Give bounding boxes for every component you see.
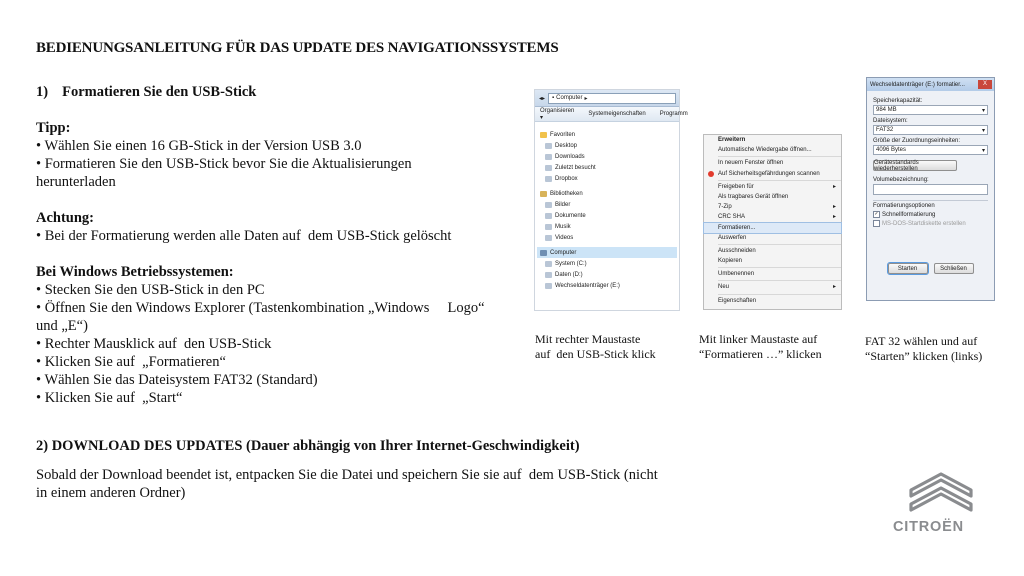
capacity-value: 984 MB [876, 107, 897, 113]
folder-icon [540, 191, 547, 197]
nav-group-label: Bibliotheken [550, 190, 583, 197]
chevron-down-icon: ▾ [981, 127, 985, 134]
section2-line: in einem anderen Ordner) [36, 485, 186, 501]
windows-label: Bei Windows Betriebssystemen: [36, 264, 234, 280]
context-menu-item [704, 169, 841, 179]
checkmark-icon: ✓ [874, 211, 879, 217]
context-menu-item [704, 212, 841, 222]
item-icon [545, 176, 552, 182]
menu-separator [718, 156, 841, 157]
nav-group-header [537, 247, 677, 258]
menu-separator [718, 280, 841, 281]
toolbar-item: Programm [659, 111, 688, 117]
context-menu-label: 7-Zip [718, 204, 732, 211]
nav-item [537, 162, 677, 173]
context-menu-label: Kopieren [718, 258, 743, 265]
tip-line: • Formatieren Sie den USB-Stick bevor Sie die Aktualisierungen [36, 156, 412, 172]
context-menu-item [704, 296, 841, 306]
format-dialog-caption: FAT 32 wählen und auf “Starten” klicken (links) [865, 334, 983, 363]
context-menu-item [704, 256, 841, 266]
nav-group-header [537, 188, 677, 199]
nav-item [537, 173, 677, 184]
context-menu-item [704, 135, 841, 145]
context-menu-label: CRC SHA [718, 214, 746, 221]
windows-line: und „E“) [36, 318, 88, 334]
quick-format-checkbox [873, 211, 988, 218]
submenu-arrow-icon: ▸ [832, 204, 836, 211]
tip-label: Tipp: [36, 120, 71, 136]
explorer-screenshot [534, 89, 688, 311]
antivirus-icon [708, 171, 714, 177]
context-menu-label: Ausschneiden [718, 247, 756, 254]
menu-separator [718, 244, 841, 245]
format-dialog-screenshot [866, 77, 995, 301]
item-icon [545, 224, 552, 230]
address-text: Computer [556, 95, 583, 101]
nav-item [537, 199, 677, 210]
volume-input [873, 184, 988, 195]
context-menu-item [704, 223, 841, 233]
page-title: BEDIENUNGSANLEITUNG FÜR DAS UPDATE DES NAVIGATIONSSYSTEMS [36, 40, 559, 56]
windows-line: • Stecken Sie den USB-Stick in den PC [36, 282, 265, 298]
context-menu-label: Als tragbares Gerät öffnen [718, 193, 789, 200]
nav-item [537, 280, 677, 291]
context-menu-label: In neuem Fenster öffnen [718, 160, 784, 167]
folder-icon [540, 132, 547, 138]
item-icon [545, 154, 552, 160]
windows-line: • Klicken Sie auf „Formatieren“ [36, 354, 226, 370]
section1-heading-text: Formatieren Sie den USB-Stick [62, 84, 257, 100]
nav-item-label: Zuletzt besucht [555, 164, 596, 171]
checkbox-icon [873, 220, 880, 227]
context-menu-label: Auswerfen [718, 234, 747, 241]
submenu-arrow-icon: ▸ [832, 183, 836, 190]
nav-item-label: Dropbox [555, 175, 578, 182]
nav-item [537, 151, 677, 162]
context-menu-caption: Mit linker Maustaste auf “Formatieren …” klicken [699, 332, 822, 361]
nav-group-label: Favoriten [550, 131, 576, 138]
warning-line: • Bei der Formatierung werden alle Daten auf dem USB-Stick gelöscht [36, 228, 452, 244]
context-menu-item [704, 182, 841, 192]
item-icon [545, 143, 552, 149]
windows-line: • Öffnen Sie den Windows Explorer (Tastenkombination „Windows Logo“ [36, 300, 485, 316]
context-menu-label: Umbenennen [718, 271, 755, 278]
explorer-nav-tree [535, 122, 679, 294]
context-menu-item [704, 282, 841, 292]
citroen-logo-text: CITROËN [893, 519, 964, 535]
computer-icon: ▪ [552, 95, 555, 101]
section1-number: 1) [36, 84, 49, 100]
chevron-down-icon: ▾ [981, 147, 985, 154]
nav-item-label: System (C:) [555, 260, 587, 267]
context-menu-item [704, 269, 841, 279]
section1-heading [36, 83, 256, 101]
windows-line: • Wählen Sie das Dateisystem FAT32 (Standard) [36, 372, 318, 388]
filesystem-label: Dateisystem: [873, 118, 908, 124]
nav-item [537, 221, 677, 232]
nav-item [537, 269, 677, 280]
explorer-caption: Mit rechter Maustaste auf den USB-Stick klick [535, 332, 656, 361]
section2-line: Sobald der Download beendet ist, entpacken Sie die Datei und speichern Sie sie auf dem USB-Stick (nicht [36, 467, 658, 483]
msdos-label: MS-DOS-Startdiskette erstellen [882, 220, 966, 227]
nav-group-header [537, 129, 677, 140]
volume-label: Volumebezeichnung: [873, 177, 929, 183]
context-menu-label: Freigeben für [718, 183, 754, 190]
nav-item [537, 210, 677, 221]
nav-item-label: Downloads [555, 153, 585, 160]
context-menu-item [704, 233, 841, 243]
allocation-select [873, 145, 988, 155]
close-dialog-button: Schließen [934, 263, 974, 274]
tip-line: • Wählen Sie einen 16 GB-Stick in der Version USB 3.0 [36, 138, 362, 154]
submenu-arrow-icon: ▸ [832, 284, 836, 291]
nav-item [537, 140, 677, 151]
windows-line: • Rechter Mausklick auf den USB-Stick [36, 336, 272, 352]
item-icon [545, 213, 552, 219]
nav-item-label: Daten (D:) [555, 271, 583, 278]
context-menu-item [704, 158, 841, 168]
nav-item-label: Videos [555, 234, 574, 241]
folder-icon [540, 250, 547, 256]
nav-item-label: Musik [555, 223, 571, 230]
item-icon [545, 165, 552, 171]
context-menu-item [704, 246, 841, 256]
context-menu-item [704, 202, 841, 212]
menu-separator [718, 267, 841, 268]
context-menu-label: Automatische Wiedergabe öffnen... [718, 147, 812, 154]
format-options-label: Formatierungsoptionen [873, 203, 935, 209]
menu-separator [718, 180, 841, 181]
context-menu-label: Eigenschaften [718, 297, 757, 304]
start-button: Starten [888, 263, 928, 274]
context-menu-label: Auf Sicherheitsgefährdungen scannen [718, 170, 820, 177]
chevron-down-icon: ▾ [981, 107, 985, 114]
section2-heading: 2) DOWNLOAD DES UPDATES (Dauer abhängig von Ihrer Internet-Geschwindigkeit) [36, 438, 580, 454]
nav-group-label: Computer [550, 249, 577, 256]
msdos-checkbox [873, 220, 988, 227]
format-options-group [873, 200, 988, 227]
filesystem-value: FAT32 [876, 127, 894, 133]
tip-line: herunterladen [36, 174, 116, 190]
nav-item-label: Bilder [555, 201, 571, 208]
filesystem-select [873, 125, 988, 135]
back-arrow-icon: ◂▸ [539, 95, 546, 102]
item-icon [545, 202, 552, 208]
close-icon: X [978, 80, 992, 89]
item-icon [545, 283, 552, 289]
capacity-select [873, 105, 988, 115]
nav-item [537, 258, 677, 269]
nav-item-label: Desktop [555, 142, 578, 149]
context-menu-label: Formatieren... [718, 224, 756, 231]
submenu-arrow-icon: ▸ [832, 214, 836, 221]
menu-separator [718, 294, 841, 295]
citroen-chevron-logo-icon [905, 470, 977, 514]
windows-line: • Klicken Sie auf „Start“ [36, 390, 183, 406]
nav-item-label: Dokumente [555, 212, 586, 219]
restore-defaults-button: Gerätestandards wiederherstellen [873, 160, 957, 171]
allocation-label: Größe der Zuordnungseinheiten: [873, 138, 961, 144]
explorer-toolbar [535, 107, 688, 122]
item-icon [545, 261, 552, 267]
item-icon [545, 235, 552, 241]
nav-item [537, 232, 677, 243]
context-menu-screenshot [703, 134, 842, 310]
toolbar-item: Organisieren ▾ [540, 107, 575, 121]
context-menu-item [704, 192, 841, 202]
context-menu-label: Erweitern [718, 137, 746, 143]
warning-label: Achtung: [36, 210, 95, 226]
format-dialog-title: Wechseldatenträger (E:) formatier... [870, 81, 965, 88]
quick-format-label: Schnellformatierung [882, 211, 936, 218]
capacity-label: Speicherkapazität: [873, 98, 923, 104]
allocation-value: 4096 Bytes [876, 147, 907, 153]
item-icon [545, 272, 552, 278]
toolbar-item: Systemeigenschaften [588, 111, 646, 117]
format-dialog-titlebar [867, 78, 994, 91]
explorer-address-bar: ◂▸ ▪ Computer ▸ [535, 90, 679, 107]
nav-item-label: Wechseldatenträger (E:) [555, 282, 620, 289]
context-menu-item [704, 145, 841, 155]
context-menu-label: Neu [718, 284, 730, 291]
